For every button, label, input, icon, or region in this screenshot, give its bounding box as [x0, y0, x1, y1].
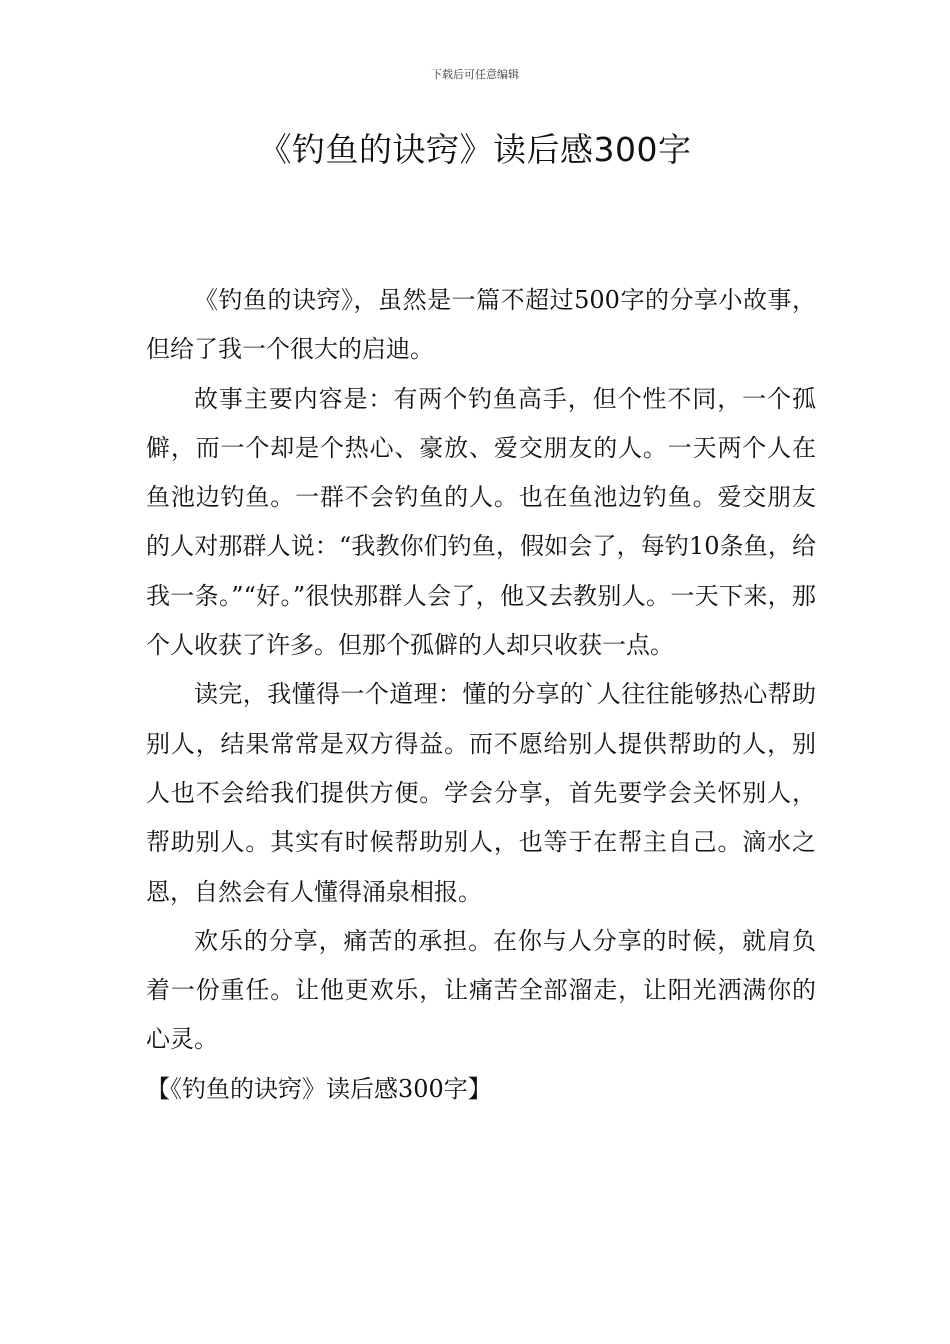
paragraph-4: 欢乐的分享，痛苦的承担。在你与人分享的时候，就肩负着一份重任。让他更欢乐，让痛苦全部溜走，让阳光洒满你的心灵。 [146, 926, 816, 1054]
header-note: 下载后可任意编辑 [431, 68, 519, 81]
document-body [146, 276, 816, 1114]
paragraph-3: 读完，我懂得一个道理：懂的分享的`人往往能够热心帮助别人，结果常常是双方得益。而不愿给别人提供帮助的人，别人也不会给我们提供方便。学会分享，首先要学会关怀别人，帮助别人。其实有时候帮助别人，也等于在帮主自己。滴水之恩，自然会有人懂得涌泉相报。 [146, 680, 816, 906]
document-footer: 【《钓鱼的诀窍》读后感300字】 [146, 1074, 492, 1103]
paragraph-2: 故事主要内容是：有两个钓鱼高手，但个性不同，一个孤僻，而一个却是个热心、豪放、爱交朋友的人。一天两个人在鱼池边钓鱼。一群不会钓鱼的人。也在鱼池边钓鱼。爱交朋友的人对那群人说：“我教你们钓鱼，假如会了，每钓10条鱼，给我一条。”“好。”很快那群人会了，他又去教别人。一天下来，那个人收获了许多。但那个孤僻的人却只收获一点。 [146, 384, 816, 660]
paragraph-1: 《钓鱼的诀窍》，虽然是一篇不超过500字的分享小故事，但给了我一个很大的启迪。 [146, 286, 816, 364]
document-title: 《钓鱼的诀窍》读后感300字 [258, 130, 692, 169]
